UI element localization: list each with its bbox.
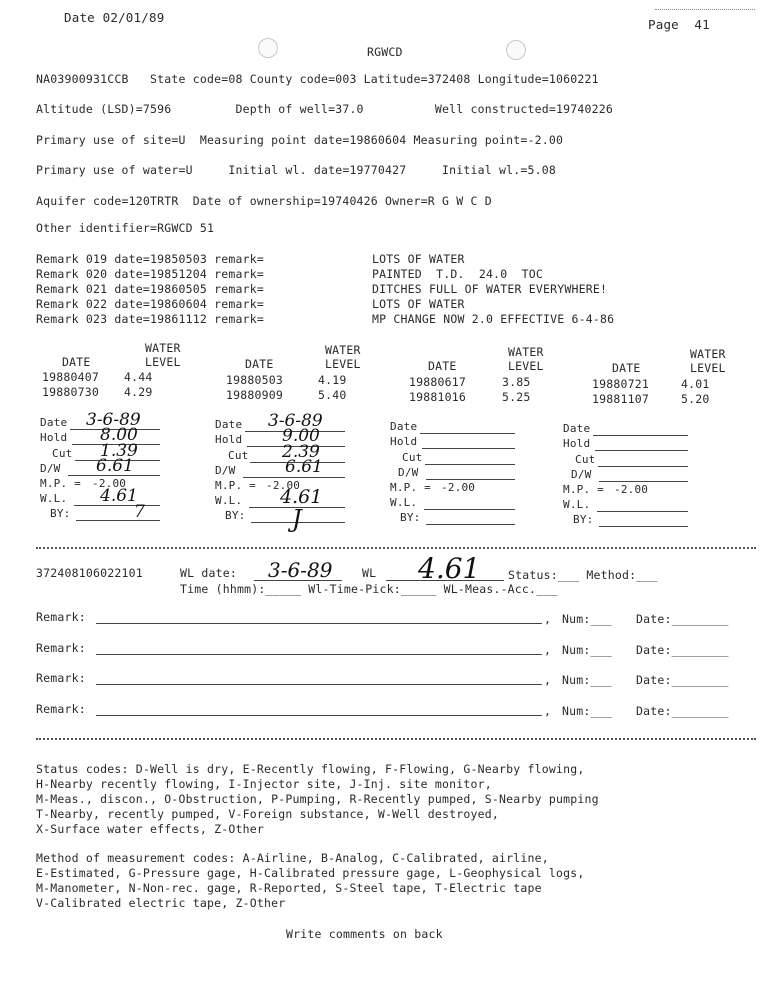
field-label-hold: Hold [563, 437, 591, 450]
wl-label: WL [362, 566, 377, 580]
field-label-by: BY: [573, 513, 594, 526]
cut-field[interactable] [425, 464, 515, 465]
field-label-hold: Hold [40, 431, 68, 444]
remark-num: Num:___ [562, 612, 612, 626]
remark-text-3: DITCHES FULL OF WATER EVERYWHERE! [372, 282, 608, 296]
level-date: 19880503 [226, 373, 283, 387]
level-date: 19880909 [226, 388, 283, 402]
remark-label-4: Remark 022 date=19860604 remark= [36, 297, 264, 311]
header-title: RGWCD [367, 45, 403, 59]
hdr-water-2: WATER [325, 343, 361, 357]
handwritten-cut: 1.39 [100, 441, 138, 461]
mp-value: -2.00 [614, 483, 649, 496]
hdr-water-3: WATER [508, 345, 544, 359]
level-date: 19880730 [42, 385, 99, 399]
header-rule [655, 9, 755, 10]
time-line: Time (hhmm):_____ Wl-Time-Pick:_____ WL-Meas.-Acc.___ [180, 582, 558, 596]
level-value: 5.40 [318, 388, 347, 402]
remark-date: Date:________ [636, 673, 729, 687]
level-date: 19880617 [409, 375, 466, 389]
remark-num: Num:___ [562, 673, 612, 687]
site-line-1: NA03900931CCB State code=08 County code=003 Latitude=372408 Longitude=1060221 [36, 72, 599, 86]
mp-value: -2.00 [92, 477, 127, 490]
level-date: 19880721 [592, 377, 649, 391]
remark-label-1: Remark 019 date=19850503 remark= [36, 252, 264, 266]
level-value: 5.20 [681, 392, 710, 406]
date-field[interactable] [420, 433, 515, 434]
handwritten-hold: 8.00 [100, 425, 138, 445]
level-date: 19881107 [592, 392, 649, 406]
entry-site-id: 372408106022101 [36, 566, 143, 580]
site-line-6: Other identifier=RGWCD 51 [36, 221, 215, 235]
remark-entry-label: Remark: [36, 641, 86, 655]
dw-field[interactable] [599, 481, 688, 482]
header-page: Page 41 [648, 17, 710, 32]
status-codes-line: M-Meas., discon., O-Obstruction, P-Pumping, R-Recently pumped, S-Nearby pumping [36, 792, 599, 806]
handwritten-dw: 6.61 [285, 457, 323, 477]
handwritten-by: 7 [134, 502, 145, 522]
remark-entry-comma: , [544, 643, 552, 657]
site-line-3: Primary use of site=U Measuring point date=19860604 Measuring point=-2.00 [36, 133, 564, 147]
remark-entry-field[interactable] [96, 654, 542, 655]
field-label-date: Date [390, 420, 418, 433]
header-date: Date 02/01/89 [64, 10, 165, 25]
field-label-date: Date [40, 416, 68, 429]
hold-field[interactable] [422, 448, 515, 449]
remark-label-3: Remark 021 date=19860505 remark= [36, 282, 264, 296]
date-field[interactable] [593, 435, 688, 436]
handwritten-dw: 6.61 [96, 456, 134, 476]
remark-entry-field[interactable] [96, 623, 542, 624]
field-label-by: BY: [50, 507, 71, 520]
field-label-by: BY: [400, 511, 421, 524]
level-value: 4.01 [681, 377, 710, 391]
method-codes-line: V-Calibrated electric tape, Z-Other [36, 896, 286, 910]
hdr-date-2: DATE [245, 357, 274, 371]
by-field[interactable] [426, 524, 515, 525]
hdr-date-3: DATE [428, 359, 457, 373]
handwritten-date: 3-6-89 [86, 410, 141, 430]
remark-date: Date:________ [636, 612, 729, 626]
hold-field[interactable] [595, 450, 688, 451]
footer-note: Write comments on back [286, 927, 443, 941]
status-codes-line: X-Surface water effects, Z-Other [36, 822, 264, 836]
hdr-level-2: LEVEL [325, 357, 361, 371]
field-label-mp: M.P. = [215, 479, 256, 492]
status-codes-line: Status codes: D-Well is dry, E-Recently flowing, F-Flowing, G-Nearby flowing, [36, 762, 585, 776]
level-value: 4.19 [318, 373, 347, 387]
level-date: 19881016 [409, 390, 466, 404]
level-date: 19880407 [42, 370, 99, 384]
remark-date: Date:________ [636, 704, 729, 718]
remark-label-2: Remark 020 date=19851204 remark= [36, 267, 264, 281]
site-line-5: Aquifer code=120TRTR Date of ownership=19740426 Owner=R G W C D [36, 194, 492, 208]
remark-entry-comma: , [544, 704, 552, 718]
asterisk-separator [36, 547, 756, 549]
level-value: 3.85 [502, 375, 531, 389]
field-label-wl: W.L. [215, 494, 243, 507]
field-label-by: BY: [225, 509, 246, 522]
status-method: Status:___ Method:___ [508, 568, 658, 582]
hdr-level-1: LEVEL [145, 355, 181, 369]
handwritten-date: 3-6-89 [268, 411, 323, 431]
remark-entry-comma: , [544, 673, 552, 687]
dw-field[interactable] [243, 477, 345, 478]
mp-value: -2.00 [441, 481, 476, 494]
field-label-dw: D/W [215, 464, 236, 477]
remark-num: Num:___ [562, 643, 612, 657]
wl-date-label: WL date: [180, 566, 237, 580]
field-label-cut: Cut [228, 449, 249, 462]
remark-num: Num:___ [562, 704, 612, 718]
level-value: 4.44 [124, 370, 153, 384]
cut-field[interactable] [598, 466, 688, 467]
hdr-date-1: DATE [62, 355, 91, 369]
remark-text-5: MP CHANGE NOW 2.0 EFFECTIVE 6-4-86 [372, 312, 615, 326]
remark-entry-field[interactable] [96, 684, 542, 685]
remark-date: Date:________ [636, 643, 729, 657]
by-field[interactable] [76, 520, 160, 521]
hdr-date-4: DATE [612, 361, 641, 375]
method-codes-line: Method of measurement codes: A-Airline, B-Analog, C-Calibrated, airline, [36, 851, 549, 865]
remark-entry-comma: , [544, 612, 552, 626]
field-label-dw: D/W [398, 466, 419, 479]
hdr-water-4: WATER [690, 347, 726, 361]
field-label-mp: M.P. = [390, 481, 431, 494]
remark-entry-field[interactable] [96, 715, 542, 716]
remark-entry-label: Remark: [36, 610, 86, 624]
level-value: 5.25 [502, 390, 531, 404]
remark-entry-label: Remark: [36, 671, 86, 685]
punch-hole-right [506, 40, 526, 60]
field-label-hold: Hold [390, 435, 418, 448]
handwritten-wl: 4.61 [280, 486, 323, 508]
dw-field[interactable] [426, 479, 515, 480]
field-label-hold: Hold [215, 433, 243, 446]
level-value: 4.29 [124, 385, 153, 399]
handwritten-wl-date: 3-6-89 [268, 558, 333, 582]
remark-label-5: Remark 023 date=19861112 remark= [36, 312, 264, 326]
field-label-mp: M.P. = [563, 483, 604, 496]
field-label-dw: D/W [40, 462, 61, 475]
remark-entry-label: Remark: [36, 702, 86, 716]
field-label-cut: Cut [402, 451, 423, 464]
site-line-4: Primary use of water=U Initial wl. date=19770427 Initial wl.=5.08 [36, 163, 557, 177]
punch-hole-left [258, 38, 278, 58]
by-field[interactable] [599, 526, 688, 527]
hdr-water-1: WATER [145, 341, 181, 355]
asterisk-separator-2 [36, 738, 756, 740]
wl-field[interactable] [424, 509, 515, 510]
wl-field[interactable] [597, 511, 688, 512]
field-label-dw: D/W [571, 468, 592, 481]
method-codes-line: E-Estimated, G-Pressure gage, H-Calibrated pressure gage, L-Geophysical logs, [36, 866, 585, 880]
handwritten-by: J [292, 505, 302, 533]
handwritten-cut: 2.39 [282, 442, 320, 462]
remark-text-1: LOTS OF WATER [372, 252, 465, 266]
field-label-wl: W.L. [40, 492, 68, 505]
remark-text-2: PAINTED T.D. 24.0 TOC [372, 267, 543, 281]
handwritten-wl-value: 4.61 [418, 552, 481, 585]
site-line-2: Altitude (LSD)=7596 Depth of well=37.0 Well constructed=19740226 [36, 102, 614, 116]
mp-value: -2.00 [266, 479, 301, 492]
hdr-level-3: LEVEL [508, 359, 544, 373]
method-codes-line: M-Manometer, N-Non-rec. gage, R-Reported, S-Steel tape, T-Electric tape [36, 881, 542, 895]
field-label-cut: Cut [575, 453, 596, 466]
field-label-cut: Cut [52, 447, 73, 460]
handwritten-wl: 4.61 [100, 486, 138, 506]
field-label-wl: W.L. [390, 496, 418, 509]
status-codes-line: H-Nearby recently flowing, I-Injector site, J-Inj. site monitor, [36, 777, 492, 791]
field-label-mp: M.P. = [40, 477, 81, 490]
field-label-date: Date [215, 418, 243, 431]
hdr-level-4: LEVEL [690, 361, 726, 375]
field-label-date: Date [563, 422, 591, 435]
handwritten-hold: 9.00 [282, 426, 320, 446]
status-codes-line: T-Nearby, recently pumped, V-Foreign substance, W-Well destroyed, [36, 807, 500, 821]
field-label-wl: W.L. [563, 498, 591, 511]
remark-text-4: LOTS OF WATER [372, 297, 465, 311]
